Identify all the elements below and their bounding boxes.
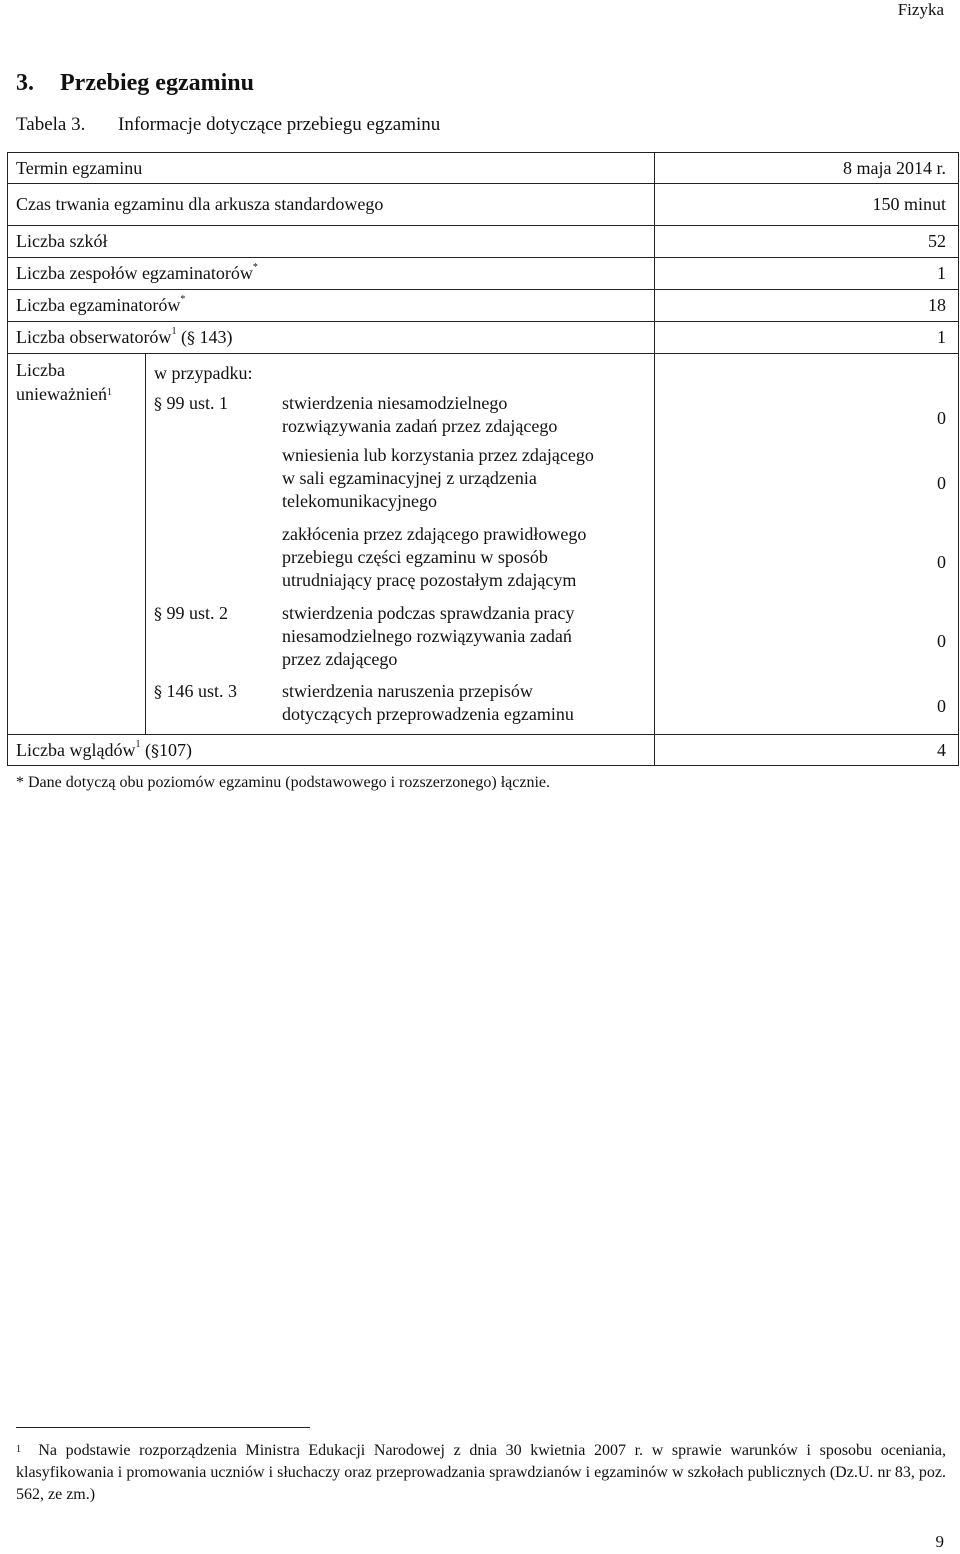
case-value: 0 bbox=[937, 473, 947, 493]
case-line: utrudniający pracę pozostałym zdającym bbox=[282, 570, 577, 590]
row-label: Liczba szkół bbox=[8, 226, 655, 258]
row-value: 8 maja 2014 r. bbox=[655, 153, 959, 184]
case-line: telekomunikacyjnego bbox=[282, 491, 437, 511]
case-line: w sali egzaminacyjnej z urządzenia bbox=[282, 468, 537, 488]
case-line: przebiegu części egzaminu w sposób bbox=[282, 547, 548, 567]
case-line: dotyczących przeprowadzenia egzaminu bbox=[282, 704, 574, 724]
table-row bbox=[8, 290, 959, 322]
footnote-marker: * bbox=[252, 262, 258, 273]
footnote-1 bbox=[16, 1440, 946, 1506]
row-value: 4 bbox=[655, 735, 959, 766]
section-title bbox=[16, 70, 254, 97]
table-row-annulments bbox=[8, 354, 959, 735]
table-row bbox=[8, 226, 959, 258]
annulments-label bbox=[8, 354, 146, 735]
table-row bbox=[8, 153, 959, 184]
case-line: stwierdzenia podczas sprawdzania pracy bbox=[282, 603, 575, 623]
case-description bbox=[282, 523, 650, 602]
annulments-label-line1: Liczba bbox=[16, 360, 65, 380]
paren-open: ( bbox=[180, 327, 187, 347]
section-title-text: Przebieg egzaminu bbox=[60, 70, 254, 96]
exam-info-table bbox=[7, 152, 959, 766]
paragraph-ref: 143) bbox=[199, 327, 233, 347]
annulments-intro: w przypadku: bbox=[154, 363, 253, 383]
row-label bbox=[8, 735, 655, 766]
footnote-1-text: Na podstawie rozporządzenia Ministra Edukacji Narodowej z dnia 30 kwietnia 2007 r. w sprawie warunków i sposobu oceniania, klasyfikowania i promowania uczniów i słuchaczy oraz przeprowadzania sprawdzianów i egzaminów w szkołach publicznych (Dz.U. nr 83, poz. 562, ze zm.) bbox=[16, 1442, 947, 1503]
section-number: 3. bbox=[16, 70, 34, 96]
case-value: 0 bbox=[937, 696, 947, 716]
annulment-case bbox=[154, 444, 650, 523]
row-label-text: Liczba zespołów egzaminatorów bbox=[16, 263, 253, 283]
case-line: zakłócenia przez zdającego prawidłowego bbox=[282, 524, 587, 544]
case-ref bbox=[154, 602, 282, 680]
footnote-marker: 1 bbox=[135, 738, 141, 750]
case-description bbox=[282, 444, 650, 523]
table-row bbox=[8, 322, 959, 354]
row-label-text: Liczba egzaminatorów bbox=[16, 295, 181, 315]
annulments-label-line2 bbox=[16, 382, 133, 406]
table-row bbox=[8, 258, 959, 290]
case-line: stwierdzenia naruszenia przepisów bbox=[282, 681, 533, 701]
case-line: wniesienia lub korzystania przez zdającego bbox=[282, 445, 594, 465]
paragraph-sign: § bbox=[154, 682, 162, 701]
case-line: rozwiązywania zadań przez zdającego bbox=[282, 416, 558, 436]
paragraph-sign: § bbox=[154, 604, 162, 623]
case-description bbox=[282, 680, 650, 732]
annulments-cases bbox=[146, 354, 655, 735]
paragraph-sign: § bbox=[186, 328, 195, 347]
row-value: 18 bbox=[655, 290, 959, 322]
row-value: 1 bbox=[655, 258, 959, 290]
case-ref bbox=[154, 523, 282, 602]
row-label-text: Liczba obserwatorów bbox=[16, 327, 172, 347]
paragraph-sign: § bbox=[150, 740, 159, 760]
row-value: 1 bbox=[655, 322, 959, 354]
footnote-divider bbox=[16, 1427, 310, 1428]
annulment-case bbox=[154, 523, 650, 602]
annulment-case bbox=[154, 602, 650, 680]
table-row bbox=[8, 184, 959, 226]
case-line: niesamodzielnego rozwiązywania zadań bbox=[282, 626, 572, 646]
table-caption bbox=[16, 114, 440, 136]
paragraph-ref: 107) bbox=[158, 739, 192, 760]
row-label bbox=[8, 322, 655, 354]
annulments-values bbox=[655, 354, 959, 735]
annulment-case bbox=[154, 680, 650, 732]
case-ref bbox=[154, 392, 282, 444]
case-description bbox=[282, 602, 650, 680]
case-line: stwierdzenia niesamodzielnego bbox=[282, 393, 508, 413]
case-ref bbox=[154, 680, 282, 732]
case-ref bbox=[154, 444, 282, 523]
case-ref-text: 99 ust. 1 bbox=[166, 393, 229, 413]
footnote-marker: 1 bbox=[106, 387, 112, 398]
footnote-marker: 1 bbox=[171, 326, 177, 337]
annulments-label-text: unieważnień bbox=[16, 384, 107, 404]
row-label bbox=[8, 290, 655, 322]
row-label bbox=[8, 258, 655, 290]
case-description bbox=[282, 392, 650, 444]
case-value: 0 bbox=[937, 552, 947, 572]
case-value: 0 bbox=[937, 631, 947, 651]
paragraph-sign: § bbox=[154, 394, 162, 413]
row-label-text: Liczba wglądów bbox=[16, 739, 136, 760]
table-caption-text: Informacje dotyczące przebiegu egzaminu bbox=[118, 114, 441, 135]
table-row bbox=[8, 735, 959, 766]
footnote-star: * Dane dotyczą obu poziomów egzaminu (podstawowego i rozszerzonego) łącznie. bbox=[16, 774, 551, 791]
paren-open: ( bbox=[144, 739, 151, 760]
running-header-subject: Fizyka bbox=[897, 0, 944, 19]
annulment-case bbox=[154, 392, 650, 444]
row-label: Czas trwania egzaminu dla arkusza standardowego bbox=[8, 184, 655, 226]
page-number: 9 bbox=[935, 1532, 944, 1551]
footnote-marker: 1 bbox=[16, 1444, 21, 1455]
case-ref-text: 99 ust. 2 bbox=[166, 603, 229, 623]
case-line: przez zdającego bbox=[282, 649, 398, 669]
case-ref-text: 146 ust. 3 bbox=[166, 681, 238, 701]
footnote-marker: * bbox=[180, 294, 186, 305]
row-value: 52 bbox=[655, 226, 959, 258]
table-caption-label: Tabela 3. bbox=[16, 114, 86, 135]
row-label: Termin egzaminu bbox=[8, 153, 655, 184]
case-value: 0 bbox=[937, 408, 947, 428]
row-value: 150 minut bbox=[655, 184, 959, 226]
